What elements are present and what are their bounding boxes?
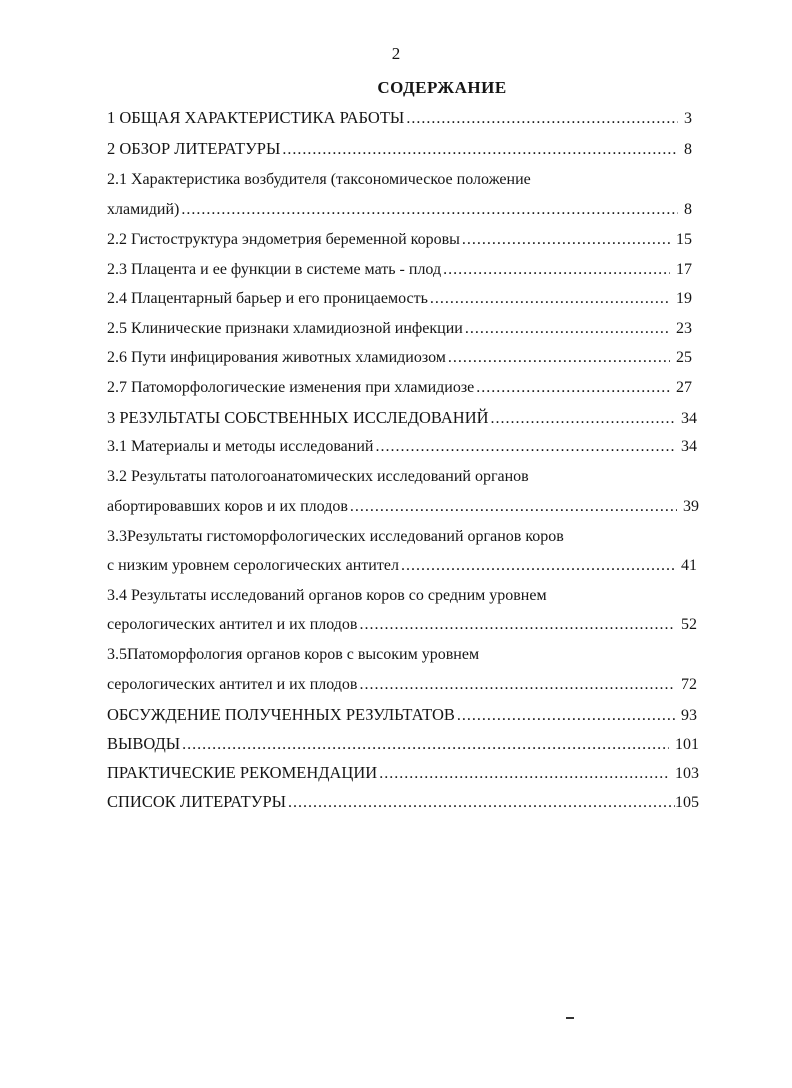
toc-leader-dots [406, 105, 678, 132]
toc-entry-recommendations [107, 759, 699, 787]
toc-entry-page: 105 [675, 794, 699, 811]
toc-entry-page: 3 [684, 110, 692, 127]
toc-entry-text: 3.5Патоморфология органов коров с высоким уровнем [107, 646, 480, 663]
toc-entry-page: 41 [681, 557, 697, 574]
toc-entry-2-6 [107, 344, 692, 372]
toc-entry-2-4 [107, 285, 692, 313]
toc-entry-page: 8 [684, 141, 692, 158]
toc-entry-text: 3.2 Результаты патологоанатомических исследований органов [107, 468, 529, 485]
toc-leader-dots [443, 256, 670, 284]
toc-leader-dots [401, 552, 675, 580]
toc-entry-page: 52 [681, 616, 697, 633]
toc-entry-page: 25 [676, 349, 692, 366]
toc-entry-conclusions [107, 730, 699, 758]
toc-entry-3-2-line2 [107, 493, 699, 521]
toc-entry-text: 2.3 Плацента и ее функции в системе мать - плод [107, 261, 442, 278]
scan-mark [566, 1017, 574, 1019]
toc-entry-text: ВЫВОДЫ [107, 734, 181, 753]
toc-leader-dots [282, 136, 678, 163]
toc-entry-page: 103 [675, 765, 699, 782]
toc-entry-text: 1 ОБЩАЯ ХАРАКТЕРИСТИКА РАБОТЫ [107, 108, 405, 127]
toc-entry-text: ПРАКТИЧЕСКИЕ РЕКОМЕНДАЦИИ [107, 763, 378, 782]
toc-entry-text: ОБСУЖДЕНИЕ ПОЛУЧЕННЫХ РЕЗУЛЬТАТОВ [107, 705, 455, 724]
toc-leader-dots [350, 493, 677, 521]
toc-entry-text: 2 ОБЗОР ЛИТЕРАТУРЫ [107, 139, 281, 158]
toc-entry-text: 2.4 Плацентарный барьер и его проницаемость [107, 290, 428, 307]
toc-leader-dots [465, 315, 670, 343]
toc-leader-dots [359, 611, 675, 639]
toc-leader-dots [379, 760, 669, 787]
toc-entry-text: 3.4 Результаты исследований органов коров со средним уровнем [107, 587, 547, 604]
toc-leader-dots [476, 374, 670, 402]
toc-entry-2-7 [107, 374, 692, 402]
table-of-contents [0, 104, 792, 824]
toc-entry-3-4-line1 [107, 582, 697, 610]
toc-entry-page: 8 [684, 201, 692, 218]
toc-entry-2-1-line2 [107, 196, 692, 224]
toc-entry-page: 15 [676, 231, 692, 248]
toc-entry-text: с низким уровнем серологических антител [107, 557, 399, 574]
toc-leader-dots [375, 433, 675, 461]
toc-leader-dots [448, 344, 670, 372]
toc-entry-references [107, 788, 699, 816]
toc-entry-page: 34 [681, 438, 697, 455]
toc-entry-page: 19 [676, 290, 692, 307]
toc-leader-dots [182, 731, 669, 758]
toc-entry-3-1 [107, 433, 697, 461]
toc-entry-text: 3.3Результаты гистоморфологических исследований органов коров [107, 528, 564, 545]
toc-leader-dots [491, 405, 675, 432]
toc-entry-text: серологических антител и их плодов [107, 676, 358, 693]
toc-entry-3-3-line2 [107, 552, 697, 580]
page-number: 2 [391, 44, 401, 63]
page-title: СОДЕРЖАНИЕ [377, 78, 507, 97]
toc-entry-page: 23 [676, 320, 692, 337]
toc-entry-2-3 [107, 256, 692, 284]
toc-entry-text: 2.1 Характеристика возбудителя (таксономическое положение [107, 171, 531, 188]
toc-entry-text: СПИСОК ЛИТЕРАТУРЫ [107, 792, 287, 811]
toc-entry-page: 72 [681, 676, 697, 693]
toc-entry-2-1-line1 [107, 166, 692, 194]
toc-entry-2-5 [107, 315, 692, 343]
toc-entry-3-4-line2 [107, 611, 697, 639]
toc-entry-text: хламидий) [107, 201, 180, 218]
toc-entry-page: 101 [675, 736, 699, 753]
toc-entry-3-3-line1 [107, 523, 697, 551]
toc-entry-text: серологических антител и их плодов [107, 616, 358, 633]
toc-entry-discussion [107, 701, 697, 729]
toc-entry-page: 93 [681, 707, 697, 724]
toc-entry-text: 2.2 Гистоструктура эндометрия беременной коровы [107, 231, 460, 248]
toc-entry-1 [107, 104, 692, 132]
toc-entry-page: 39 [683, 498, 699, 515]
toc-leader-dots [462, 226, 670, 254]
toc-leader-dots [181, 196, 678, 224]
toc-leader-dots [288, 789, 675, 816]
toc-entry-text: абортировавших коров и их плодов [107, 498, 348, 515]
toc-entry-2-2 [107, 226, 692, 254]
toc-entry-3-5-line2 [107, 671, 697, 699]
toc-entry-page: 34 [681, 410, 697, 427]
toc-entry-text: 3.1 Материалы и методы исследований [107, 438, 374, 455]
toc-leader-dots [359, 671, 675, 699]
toc-leader-dots [457, 702, 675, 729]
toc-entry-2 [107, 135, 692, 163]
toc-entry-3-2-line1 [107, 463, 697, 491]
toc-leader-dots [430, 285, 670, 313]
toc-entry-text: 2.6 Пути инфицирования животных хламидиозом [107, 349, 446, 366]
toc-entry-text: 2.7 Патоморфологические изменения при хламидиозе [107, 379, 475, 396]
toc-entry-3 [107, 404, 697, 432]
toc-entry-3-5-line1 [107, 641, 697, 669]
toc-entry-text: 3 РЕЗУЛЬТАТЫ СОБСТВЕННЫХ ИССЛЕДОВАНИЙ [107, 408, 489, 427]
toc-entry-page: 17 [676, 261, 692, 278]
toc-entry-text: 2.5 Клинические признаки хламидиозной инфекции [107, 320, 463, 337]
toc-entry-page: 27 [676, 379, 692, 396]
